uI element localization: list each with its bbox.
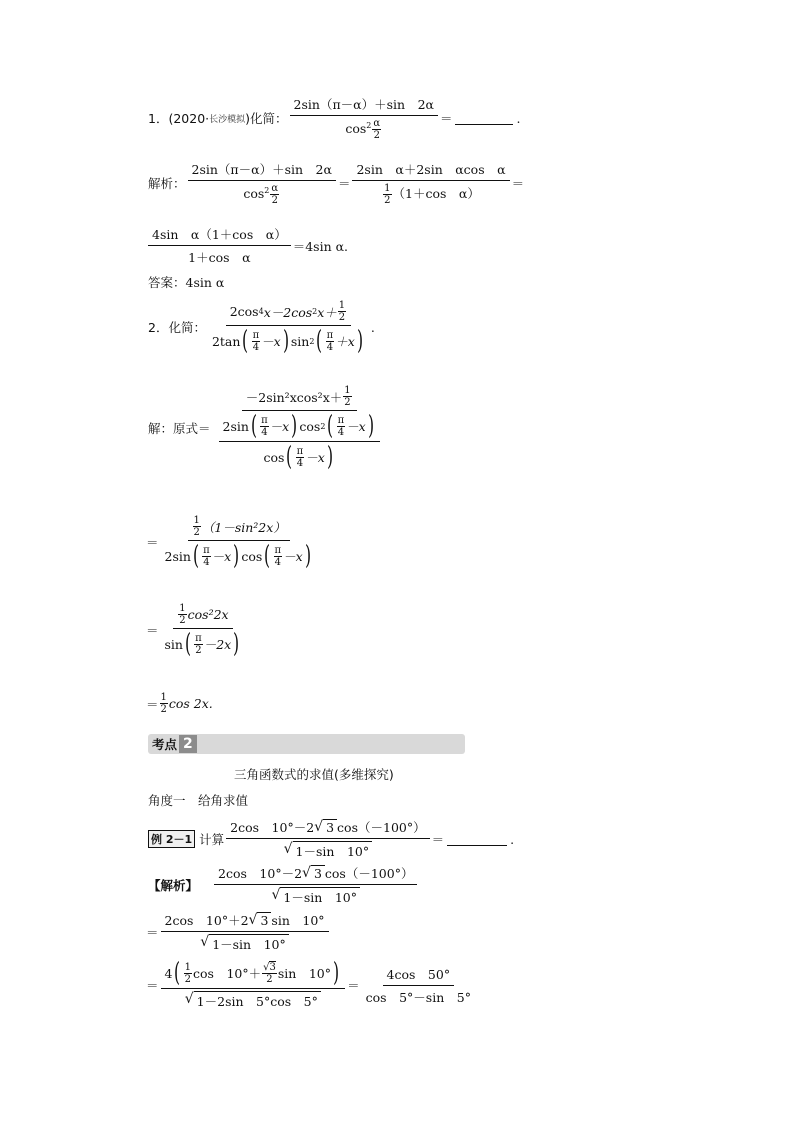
sin: 2sin — [222, 418, 249, 434]
problem-2-label: 2．化简： — [148, 320, 206, 335]
t1: 2cos 10°－2 — [230, 820, 315, 835]
numerator — [173, 603, 232, 629]
top-text: －2sin²xcos²x＋ — [245, 389, 343, 405]
plus-x: ＋x — [335, 334, 355, 349]
sin-term: sin 10° — [277, 966, 331, 981]
half — [178, 603, 186, 626]
example-solution-line-2 — [146, 911, 331, 953]
denominator — [181, 989, 325, 1010]
sqrt: √ 1－2sin 5°cos 5° — [185, 991, 321, 1010]
half — [184, 962, 192, 985]
sup: 2 — [320, 421, 326, 431]
t2: x－2cos — [263, 304, 313, 320]
cos: cos — [263, 449, 285, 465]
rparen: ) — [333, 958, 340, 988]
four: 4 — [261, 426, 268, 438]
lparen: ( — [286, 442, 293, 472]
sin: sin — [164, 636, 183, 652]
equals: ＝ — [337, 176, 351, 191]
compound-fraction — [213, 385, 386, 470]
half — [193, 515, 201, 538]
step-3-fraction — [161, 603, 246, 657]
t1: 2cos 10°－2 — [218, 866, 303, 881]
one: 1 — [193, 515, 200, 526]
rparen: ) — [356, 326, 363, 356]
rparen: ) — [233, 541, 240, 571]
denominator — [267, 885, 364, 906]
problem-1-label: 1．(2020· — [148, 111, 210, 126]
answer-label: 答案： — [148, 275, 186, 290]
pi-over-4 — [326, 330, 335, 353]
answer-blank — [455, 112, 513, 125]
sqrt3-over-2 — [262, 962, 277, 985]
sup: 2 — [264, 185, 270, 195]
top-numerator — [242, 385, 357, 411]
pi: π — [274, 544, 282, 556]
problem-2-fraction — [208, 300, 369, 354]
example-solution-line-1 — [148, 864, 419, 906]
four: 4 — [274, 556, 281, 568]
two: 2 — [271, 195, 278, 206]
lparen: ( — [242, 326, 249, 356]
equals: ＝ — [146, 925, 159, 940]
problem-1 — [148, 95, 520, 141]
numerator — [214, 864, 417, 885]
radicand: 1－sin 10° — [293, 841, 373, 860]
pi-over-4 — [337, 415, 346, 438]
pi-over-4 — [202, 545, 211, 568]
solution-2-step-3 — [146, 603, 247, 657]
rparen: ) — [233, 629, 240, 659]
answer-1 — [148, 273, 224, 291]
numerator — [161, 911, 329, 932]
t3: x＋ — [317, 304, 337, 320]
radicand: 3 — [269, 961, 276, 973]
problem-1-numerator: 2sin（π－α）＋sin 2α — [290, 95, 438, 116]
t2: sin 10° — [271, 913, 325, 928]
section-number: 2 — [179, 735, 197, 753]
two: 2 — [344, 397, 351, 408]
problem-1-period: . — [516, 110, 521, 126]
numerator: 4sin α（1＋cos α） — [148, 225, 291, 246]
pi: π — [326, 329, 334, 341]
s1: 4 — [258, 307, 264, 316]
result: ＝4sin α. — [292, 238, 349, 254]
numerator — [226, 818, 429, 839]
two: 2 — [193, 527, 200, 538]
inner-numerator — [219, 413, 380, 442]
sin: sin — [290, 333, 310, 349]
sqrt: √ 1－sin 10° — [271, 887, 360, 906]
solution-2-line-1 — [148, 385, 388, 470]
section-header — [148, 734, 465, 754]
minus-x: －x — [305, 450, 325, 465]
one: 1 — [344, 385, 351, 396]
example-task: 计算 — [199, 832, 225, 847]
numerator — [161, 960, 346, 989]
lparen: ( — [192, 541, 200, 571]
pi: π — [261, 414, 268, 426]
half — [338, 300, 346, 323]
t1: 2cos — [229, 304, 259, 319]
denominator: 1＋cos α — [188, 250, 251, 265]
sqrt-3: √ 3 — [314, 819, 337, 835]
pi-over-4 — [252, 330, 261, 353]
sqrt-3: √ 3 — [249, 912, 272, 928]
pi-over-2 — [194, 633, 203, 656]
minus-x: －x — [261, 334, 281, 349]
equals: ＝ — [431, 832, 445, 847]
pi-over-4 — [260, 415, 269, 438]
equals: ＝ — [347, 978, 360, 993]
denominator — [280, 839, 377, 860]
cos-2x-result: cos 2x. — [168, 696, 213, 711]
solution-1-frac-1 — [188, 160, 336, 206]
period: . — [370, 319, 375, 335]
lparen: ( — [327, 411, 334, 441]
solution-1-frac-2 — [352, 160, 509, 206]
solution-2-step-4 — [146, 692, 213, 715]
numerator: 2sin（π－α）＋sin 2α — [188, 160, 336, 181]
rest: （1＋cos α） — [392, 186, 480, 201]
two: 2 — [179, 615, 186, 626]
s2: 2 — [312, 307, 318, 316]
equals: ＝ — [146, 535, 159, 550]
one: 1 — [160, 692, 167, 703]
pi: π — [252, 329, 260, 341]
radicand: 1－sin 10° — [209, 934, 289, 953]
sqrt: √ 1－sin 10° — [284, 841, 373, 860]
alpha: α — [373, 118, 381, 129]
sqrt3: √3 — [263, 961, 276, 973]
solution-1-line-2 — [146, 225, 348, 266]
radicand: 3 — [311, 865, 325, 881]
minus-x: －x — [283, 549, 303, 564]
solution-2-label: 解：原式＝ — [148, 420, 211, 436]
lower-fraction — [213, 411, 386, 470]
inner-fraction — [219, 413, 380, 470]
problem-1-fraction — [290, 95, 438, 141]
four: 4 — [252, 341, 260, 353]
den-cos: cos — [345, 121, 367, 136]
problem-1-source: 长沙模拟 — [209, 114, 246, 125]
inner-denominator — [260, 442, 339, 470]
solution-2-step-2 — [146, 515, 319, 569]
sup: 2 — [309, 336, 315, 346]
one: 1 — [179, 603, 186, 614]
problem-1-equals: ＝ — [439, 111, 453, 126]
solution-1-line-1 — [148, 160, 524, 206]
rparen: ) — [291, 411, 298, 441]
pi: π — [337, 414, 345, 426]
pi: π — [296, 445, 304, 457]
example-fraction — [226, 818, 429, 860]
equals: ＝ — [511, 176, 525, 191]
four: 4 — [164, 965, 173, 981]
example-solution-line-3 — [146, 960, 477, 1010]
half — [343, 385, 351, 408]
minus-x: －x — [346, 419, 366, 434]
radicand: 1－2sin 5°cos 5° — [194, 991, 321, 1010]
one: 1 — [184, 961, 191, 973]
two: 2 — [160, 704, 167, 715]
sqrt: √ 1－sin 10° — [200, 934, 289, 953]
minus-x: －x — [269, 419, 290, 434]
lparen: ( — [316, 326, 323, 356]
numerator — [226, 300, 351, 326]
denominator — [196, 932, 293, 953]
answer-blank — [447, 833, 507, 846]
four: 4 — [326, 341, 334, 353]
example-badge: 例 2－1 — [148, 830, 195, 848]
two: 2 — [195, 644, 202, 656]
half — [160, 692, 168, 715]
radicand: 3 — [323, 819, 337, 835]
two: 2 — [338, 312, 346, 323]
solution-1-frac-3 — [148, 225, 291, 266]
pi: π — [203, 544, 210, 556]
two: 2 — [266, 973, 273, 985]
numerator: 4cos 50° — [383, 965, 455, 986]
cos-term: cos 10°＋ — [193, 966, 262, 981]
denominator — [378, 181, 484, 206]
period: . — [510, 831, 515, 847]
denominator — [161, 541, 317, 569]
four: 4 — [203, 556, 210, 568]
radicand: 3 — [257, 912, 271, 928]
denominator — [208, 326, 369, 354]
pi-over-4 — [296, 446, 305, 469]
sqrt-3: √ 3 — [302, 865, 325, 881]
step-2-fraction — [161, 515, 317, 569]
alpha: α — [271, 183, 279, 194]
t2: cos（－100°） — [337, 820, 426, 835]
problem-1-task: )化简： — [245, 111, 288, 126]
two: 2 — [373, 130, 380, 141]
lparen: ( — [250, 411, 258, 441]
minus-x: －x — [211, 549, 232, 564]
lparen: ( — [185, 629, 192, 659]
section-label: 考点 — [152, 737, 178, 752]
answer-value: 4sin α — [185, 274, 225, 290]
denominator — [239, 181, 284, 206]
example-solution-label: 【解析】 — [148, 878, 199, 893]
tan: 2tan — [211, 333, 241, 349]
rparen: ) — [326, 442, 333, 472]
sin: 2sin — [164, 548, 191, 564]
example-2-1 — [148, 818, 514, 860]
result-fraction — [362, 965, 475, 1006]
two: 2 — [184, 973, 191, 985]
den-alpha-half — [372, 118, 381, 141]
pi-over-4 — [274, 545, 283, 568]
one: 1 — [338, 300, 346, 311]
den-sup: 2 — [366, 120, 372, 130]
rparen: ) — [282, 326, 289, 356]
equals: ＝ — [146, 623, 159, 638]
fraction — [161, 911, 329, 953]
section-title: 三角函数式的求值(多维探究) — [234, 767, 394, 782]
fraction — [214, 864, 417, 906]
fraction — [161, 960, 346, 1010]
one: 1 — [384, 183, 391, 194]
t1: 2cos 10°＋2 — [164, 913, 249, 928]
minus-2x: －2x — [203, 637, 232, 652]
solution-1-label: 解析： — [148, 176, 186, 191]
cos: cos — [241, 548, 263, 564]
rest: （1－sin²2x） — [201, 519, 286, 535]
four: 4 — [337, 426, 345, 438]
radicand: 1－sin 10° — [280, 887, 360, 906]
rparen: ) — [304, 541, 311, 571]
lparen: ( — [174, 958, 181, 988]
numerator — [188, 515, 290, 541]
cos: cos — [299, 418, 321, 434]
half — [383, 183, 391, 206]
two: 2 — [384, 195, 391, 206]
cos: cos — [243, 186, 265, 201]
problem-2 — [148, 300, 375, 354]
rparen: ) — [367, 411, 374, 441]
cos-2x: cos²2x — [187, 607, 229, 622]
denominator — [161, 629, 246, 657]
lparen: ( — [264, 541, 271, 571]
t2: cos（－100°） — [324, 866, 414, 881]
denominator: cos 5°－sin 5° — [365, 989, 471, 1005]
alpha-half — [270, 183, 279, 206]
four: 4 — [296, 457, 304, 469]
equals: ＝ — [146, 696, 159, 712]
angle-1-heading: 角度一 给角求值 — [148, 793, 249, 808]
problem-1-denominator — [341, 116, 386, 141]
pi: π — [195, 632, 202, 644]
numerator: 2sin α＋2sin αcos α — [352, 160, 509, 181]
equals: ＝ — [146, 978, 159, 993]
